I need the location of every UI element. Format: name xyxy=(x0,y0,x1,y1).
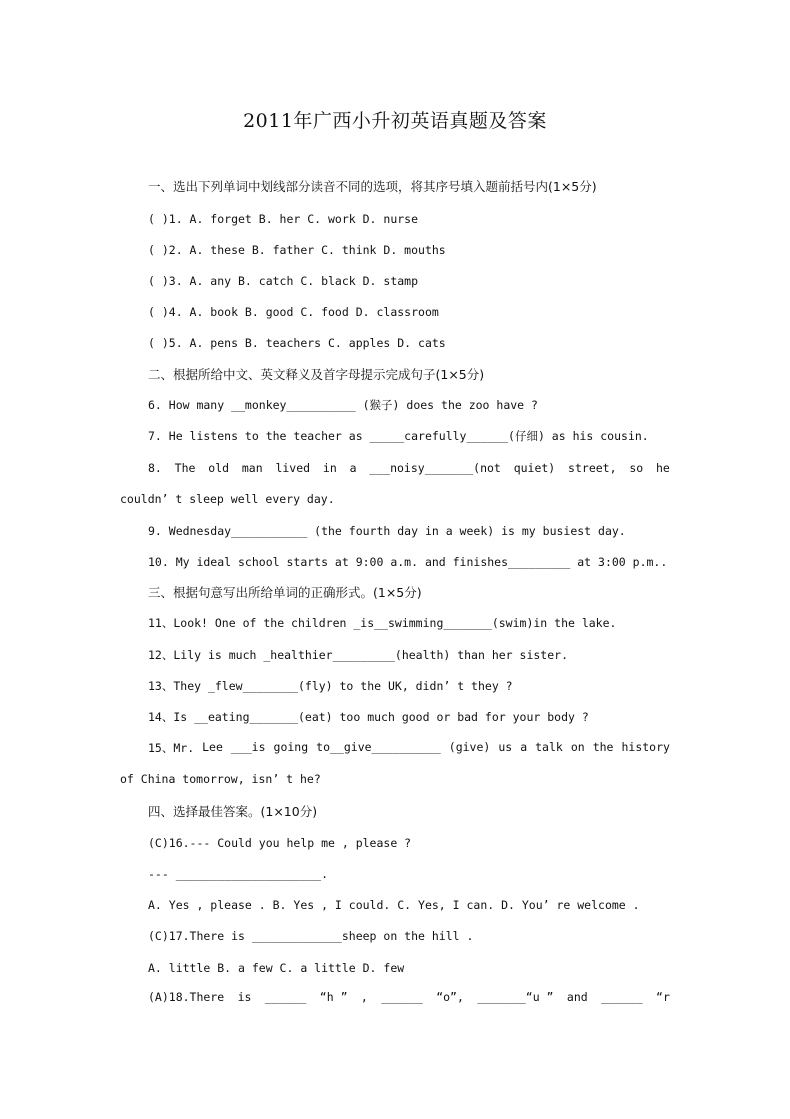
question-6: 6. How many __monkey__________ (猴子) does the zoo have ? xyxy=(148,398,538,412)
section-heading-4: 四、选择最佳答案。(1×10分) xyxy=(148,804,318,819)
section-heading-3: 三、根据句意写出所给单词的正确形式。(1×5分) xyxy=(148,585,422,600)
question-11: 11、Look! One of the children _is__swimming_______(swim)in the lake. xyxy=(148,616,617,630)
question-2: ( )2. A. these B. father C. think D. mouths xyxy=(148,243,446,257)
question-18: (A)18.There is ______ “h ” , ______ “o”, _______“u ” and ______ “r xyxy=(148,990,670,1004)
question-5: ( )5. A. pens B. teachers C. apples D. cats xyxy=(148,336,446,350)
question-4: ( )4. A. book B. good C. food D. classroom xyxy=(148,305,439,319)
question-7: 7. He listens to the teacher as _____carefully______(仔细) as his cousin. xyxy=(148,429,649,443)
section-heading-1: 一、选出下列单词中划线部分读音不同的选项，将其序号填入题前括号内(1×5分) xyxy=(148,179,597,194)
question-9: 9. Wednesday___________ (the fourth day in a week) is my busiest day. xyxy=(148,524,626,538)
question-17-options: A. little B. a few C. a little D. few xyxy=(148,961,405,975)
question-1: ( )1. A. forget B. her C. work D. nurse xyxy=(148,212,419,226)
question-14: 14、Is __eating_______(eat) too much good or bad for your body ? xyxy=(148,710,589,724)
question-8-continued: couldn’ t sleep well every day. xyxy=(120,492,335,506)
question-17: (C)17.There is _____________sheep on the hill . xyxy=(148,929,474,943)
section-heading-2: 二、根据所给中文、英文释义及首字母提示完成句子(1×5分) xyxy=(148,367,485,382)
question-8: 8. The old man lived in a ___noisy_______(not quiet) street, so he xyxy=(148,461,670,475)
question-13: 13、They _flew________(fly) to the UK, didn’ t they ? xyxy=(148,679,513,693)
question-10: 10. My ideal school starts at 9:00 a.m. and finishes_________ at 3:00 p.m.. xyxy=(148,555,668,569)
question-15-continued: of China tomorrow, isn’ t he? xyxy=(120,772,321,786)
question-15: 15、Mr. Lee ___is going to__give__________ (give) us a talk on the history xyxy=(148,740,670,755)
page-title: 2011年广西小升初英语真题及答案 xyxy=(243,110,547,132)
question-3: ( )3. A. any B. catch C. black D. stamp xyxy=(148,274,419,288)
question-16-options: A. Yes , please . B. Yes , I could. C. Yes, I can. D. You’ re welcome . xyxy=(148,898,640,912)
question-16-reply: --- _____________________. xyxy=(148,867,329,881)
question-16: (C)16.--- Could you help me , please ? xyxy=(148,836,412,850)
question-12: 12、Lily is much _healthier_________(health) than her sister. xyxy=(148,648,568,662)
